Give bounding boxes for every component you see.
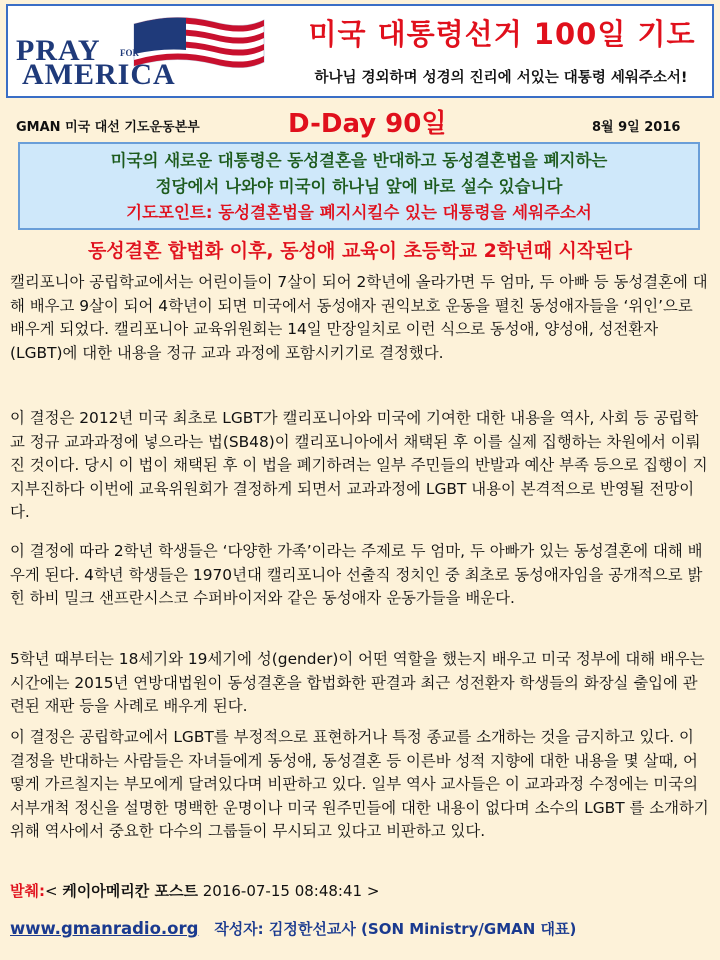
footer [10, 918, 576, 939]
date-label: 8월 9일 2016 [592, 120, 681, 135]
source-open: < [44, 882, 63, 900]
source-label: 발췌: [10, 882, 45, 900]
article-headline: 동성결혼 합법화 이후, 동성애 교육이 초등학교 2학년때 시작된다 [88, 240, 632, 262]
paragraph-4: 5학년 때부터는 18세기와 19세기에 성(gender)이 어떤 역할을 했는지 배우고 미국 정부에 대해 배우는 시간에는 2015년 연방대법원이 동성결혼을 합법화한 판결과 최근 성전환자 학생들의 화장실 출입에 관련된 재판 등을 사례로 배우게 된다. [10, 650, 705, 715]
author-credit: 작성자: 김정한선교사 (SON Ministry/GMAN 대표) [214, 920, 577, 938]
banner-line-2: 정당에서 나와야 미국이 하나님 앞에 바로 설수 있습니다 [155, 177, 563, 196]
paragraph-5: 이 결정은 공립학교에서 LGBT를 부정적으로 표현하거나 특정 종교를 소개하는 것을 금지하고 있다. 이 결정을 반대하는 사람들은 자녀들에게 동성애, 동성결혼 등 이른바 성적 지향에 대한 내용을 몇 살때, 어떻게 가르칠지는 부모에게 달려있다며 비판하고 있다. 일부 역사 교사들은 이 교과과정 수정에는 미국의 서부개척 정신을 설명한 명백한 운명이나 미국 원주민들에 대한 내용이 없다며 소수의 LGBT 를 소개하기 위해 역사에서 중요한 다수의 그룹들이 무시되고 있다고 비판하고 있다. [10, 728, 709, 840]
organization-label: GMAN 미국 대선 기도운동본부 [16, 120, 200, 135]
dday-counter: D-Day 90일 [288, 109, 447, 139]
source-timestamp: 2016-07-15 08:48:41 [202, 882, 363, 900]
prayer-banner [18, 142, 700, 230]
logo-america: AMERICA [22, 58, 176, 91]
source-citation [10, 880, 379, 901]
header [6, 4, 714, 98]
pray-for-america-logo [16, 12, 276, 92]
website-link[interactable]: www.gmanradio.org [10, 919, 199, 938]
banner-line-1: 미국의 새로운 대통령은 동성결혼을 반대하고 동성결혼법을 폐지하는 [110, 151, 608, 170]
paragraph-2: 이 결정은 2012년 미국 최초로 LGBT가 캘리포니아와 미국에 기여한 대한 내용을 역사, 사회 등 공립학교 정규 교과과정에 넣으라는 법(SB48)이 캘리포니아에서 채택된 후 이를 실제 집행하는 차원에서 이뤄진 것이다. 당시 이 법이 채택된 후 이 법을 폐기하려는 일부 주민들의 반발과 예산 부족 등으로 집행이 지지부진하다 이번에 교육위원회가 결정하게 되면서 교과과정에 LGBT 내용이 본격적으로 반영될 전망이다. [10, 409, 708, 521]
banner-prayer-point: 기도포인트: 동성결혼법을 폐지시킬수 있는 대통령을 세워주소서 [126, 203, 592, 222]
source-close: > [362, 882, 380, 900]
paragraph-3: 이 결정에 따라 2학년 학생들은 ‘다양한 가족’이라는 주제로 두 엄마, 두 아빠가 있는 동성결혼에 대해 배우게 된다. 4학년 학생들은 1970년대 캘리포니아 선출직 정치인 중 최초로 동성애자임을 공개적으로 밝힌 하비 밀크 샌프란시스코 수퍼바이저와 같은 동성애자 운동가들을 배운다. [10, 542, 703, 607]
source-publication: 케이아메리칸 포스트 [62, 882, 198, 900]
page-subtitle: 하나님 경외하며 성경의 진리에 서있는 대통령 세워주소서! [314, 70, 688, 86]
logo-pray: PRAY [16, 34, 101, 67]
logo-for: FOR [120, 48, 139, 58]
page-title: 미국 대통령선거 100일 기도 [308, 17, 696, 51]
paragraph-1: 캘리포니아 공립학교에서는 어린이들이 7살이 되어 2학년에 올라가면 두 엄마, 두 아빠 등 동성결혼에 대해 배우고 9살이 되어 4학년이 되면 미국에서 동성애자 권익보호 운동을 펼친 동성애자들을 ‘위인’으로 배우게 되었다. 캘리포니아 교육위원회는 14일 만장일치로 이런 식으로 동성애, 양성애, 성전환자(LGBT)에 대한 내용을 정규 교과 과정에 포함시키기로 결정했다. [10, 273, 708, 362]
